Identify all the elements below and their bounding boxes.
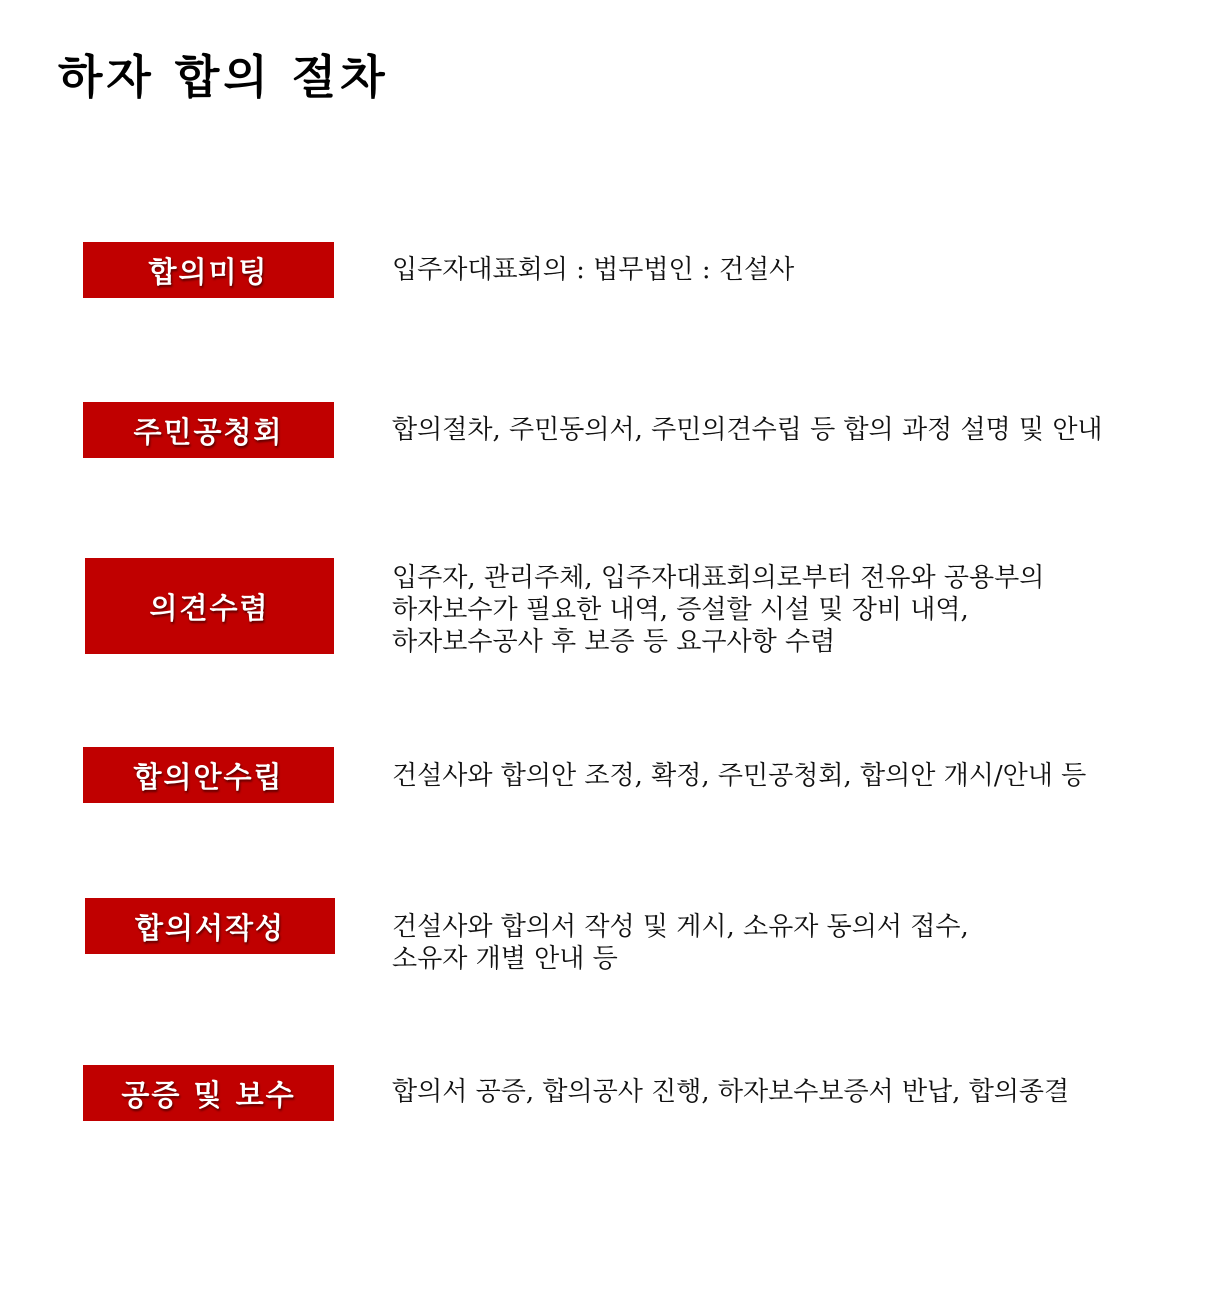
- step-description-agreement-drafting: [392, 911, 1192, 975]
- step-label-agreement-drafting: 합의서작성: [85, 898, 335, 954]
- step-description-agreement-plan: [392, 760, 1192, 792]
- step-label-opinion-collection: 의견수렴: [85, 558, 334, 654]
- step-description-notarization-repair: [392, 1076, 1192, 1108]
- step-label-public-hearing: 주민공청회: [83, 402, 334, 458]
- description-line: 합의서 공증, 합의공사 진행, 하자보수보증서 반납, 합의종결: [392, 1077, 1070, 1107]
- description-line: 하자보수가 필요한 내역, 증설할 시설 및 장비 내역,: [392, 595, 969, 625]
- step-label-notarization-repair: 공증 및 보수: [83, 1065, 334, 1121]
- description-line: 하자보수공사 후 보증 등 요구사항 수렴: [392, 627, 836, 657]
- description-line: 소유자 개별 안내 등: [392, 944, 618, 974]
- step-description-public-hearing: [392, 414, 1192, 446]
- description-line: 입주자대표회의 : 법무법인 : 건설사: [392, 255, 795, 285]
- description-line: 건설사와 합의안 조정, 확정, 주민공청회, 합의안 개시/안내 등: [392, 761, 1087, 791]
- step-label-agreement-plan: 합의안수립: [83, 747, 334, 803]
- step-label-meeting: 합의미팅: [83, 242, 334, 298]
- page-title: 하자 합의 절차: [58, 50, 389, 104]
- description-line: 합의절차, 주민동의서, 주민의견수립 등 합의 과정 설명 및 안내: [392, 415, 1103, 445]
- description-line: 입주자, 관리주체, 입주자대표회의로부터 전유와 공용부의: [392, 563, 1045, 593]
- step-description-meeting: [392, 254, 1192, 286]
- step-description-opinion-collection: [392, 562, 1192, 658]
- description-line: 건설사와 합의서 작성 및 게시, 소유자 동의서 접수,: [392, 912, 969, 942]
